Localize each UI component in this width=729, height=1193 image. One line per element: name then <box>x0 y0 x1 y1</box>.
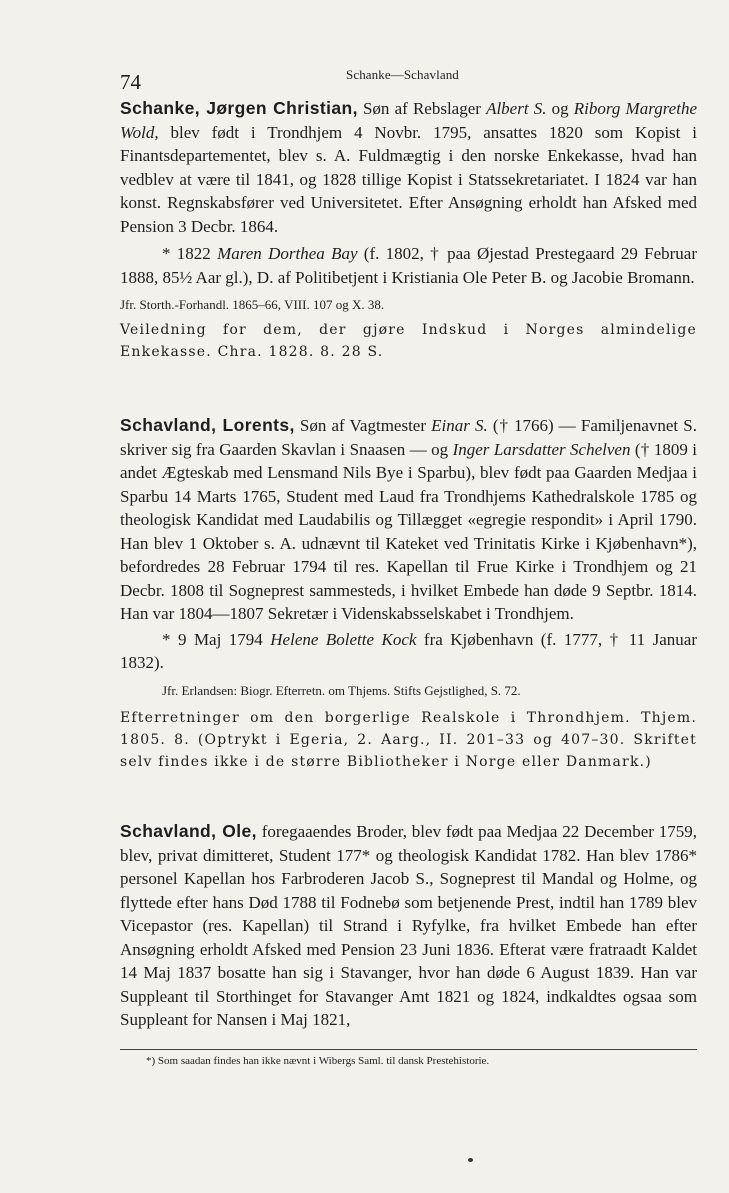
entry-name: Schanke, Jørgen Christian, <box>120 98 358 118</box>
spouse-name: Maren Dorthea Bay <box>217 244 358 263</box>
entry-schanke <box>120 97 697 363</box>
footnote-divider <box>120 1049 697 1050</box>
page-number: 74 <box>120 70 141 94</box>
reference-line: Jfr. Erlandsen: Biogr. Efterretn. om Thjems. Stifts Gejstlighed, S. 72. <box>162 682 521 698</box>
father-name: Einar S. <box>431 416 488 435</box>
spouse-name: Helene Bolette Kock <box>270 629 417 649</box>
running-head: Schanke—Schavland <box>346 67 459 82</box>
mother-name: Inger Larsdatter Schelven <box>452 439 631 459</box>
footnote: *) Som saadan findes han ikke nævnt i Wibergs Saml. til dansk Prestehistorie. <box>146 1055 490 1067</box>
marriage-line: * 1822 Maren Dorthea Bay (f. 1802, † paa Øjestad Prestegaard 29 Februar 1888, 85½ Aar gl.), D. af Politibetjent i Kristiania Ole Peter B. og Jacobie Bromann. <box>120 244 697 287</box>
mother-name: Riborg Margrethe Wold, <box>120 99 697 142</box>
father-name: Albert S. <box>486 99 547 118</box>
entry-lorents-bio: Schavland, Lorents, Søn af Vagtmester Einar S. († 1766) — Familjenavnet S. skriver sig fra Gaarden Skavlan i Snaasen — og Inger Larsdatter Schelven († 1809 i andet Ægteskab med Lensmand Nils Bye i Sparbu), blev født paa Gaarden Medjaa i Sparbu 14 Marts 1765, Student med Laud fra Trondhjems Kathedralskole 1785 og theologisk Kandidat med Laudabilis og Tillægget «egregie respondit» i April 1790. Han blev 1 Oktober s. A. udnævnt til Kateket ved Trinitatis Kirke i Kjøbenhavn*), befordredes 28 Februar 1794 til res. Kapellan til Frue Kirke i Trondhjem og 21 Decbr. 1808 til Sogneprest sammesteds, i hvilket Embede han døde 9 Septbr. 1814. Han var 1804—1807 Sekretær i Videnskabsselskabet i Trondhjem. <box>120 415 697 623</box>
reference-line: Jfr. Storth.-Forhandl. 1865–66, VIII. 107 og X. 38. <box>120 297 385 312</box>
ink-smudge <box>468 1158 473 1162</box>
marriage-line: * 9 Maj 1794 Helene Bolette Kock fra Kjøbenhavn (f. 1777, † 11 Januar 1832). <box>120 629 697 672</box>
entry-schanke-bio: Schanke, Jørgen Christian, Søn af Rebslager Albert S. og Riborg Margrethe Wold, blev født i Trondhjem 4 Novbr. 1795, ansattes 1820 som Kopist i Finantsdepartementet, blev s. A. Fuldmægtig i den norske Enkekasse, hvad han vedblev at være til 1841, og 1828 tillige Kopist i Statssekretariatet. I 1824 var han konst. Regnskabsfører ved Universitetet. Efter Ansøgning erholdt han Afsked med Pension 3 Decbr. 1864. <box>120 98 697 236</box>
publication-line: Efterretninger om den borgerlige Realskole i Throndhjem. Thjem. 1805. 8. (Optrykt i Egeria, 2. Aarg., II. 201–33 og 407–30. Skriftet selv findes ikke i de større Bibliotheker i Norge eller Danmark.) <box>120 709 697 770</box>
entry-ole-bio: Schavland, Ole, foregaaendes Broder, blev født paa Medjaa 22 December 1759, blev, privat dimitteret, Student 177* og theologisk Kandidat 1782. Han blev 1786* personel Kapellan hos Farbroderen Jacob S., Sogneprest til Mandal og Holme, og flyttede efter hans Død 1788 til Fodnebø som betjenende Prest, indtil han 1789 blev Vicepastor (res. Kapellan) til Strand i Ryfylke, fra hvilket Embede han efter Ansøgning erholdt Afsked med Pension 23 Juni 1836. Efterat være fratraadt Kaldet 14 Maj 1837 bosatte han sig i Stavanger, hvor han døde 6 August 1839. Han var Suppleant til Storthinget for Stavanger Amt 1821 og 1824, indkaldtes ogsaa som Suppleant for Nansen i Maj 1821, <box>120 821 697 1029</box>
publication-line: Veiledning for dem, der gjøre Indskud i Norges almindelige Enkekasse. Chra. 1828. 8. 28 S. <box>120 322 697 360</box>
entry-schavland-ole <box>120 820 697 1032</box>
entry-schavland-lorents <box>120 414 697 773</box>
entry-name: Schavland, Ole, <box>120 821 257 841</box>
entry-name: Schavland, Lorents, <box>120 415 295 435</box>
